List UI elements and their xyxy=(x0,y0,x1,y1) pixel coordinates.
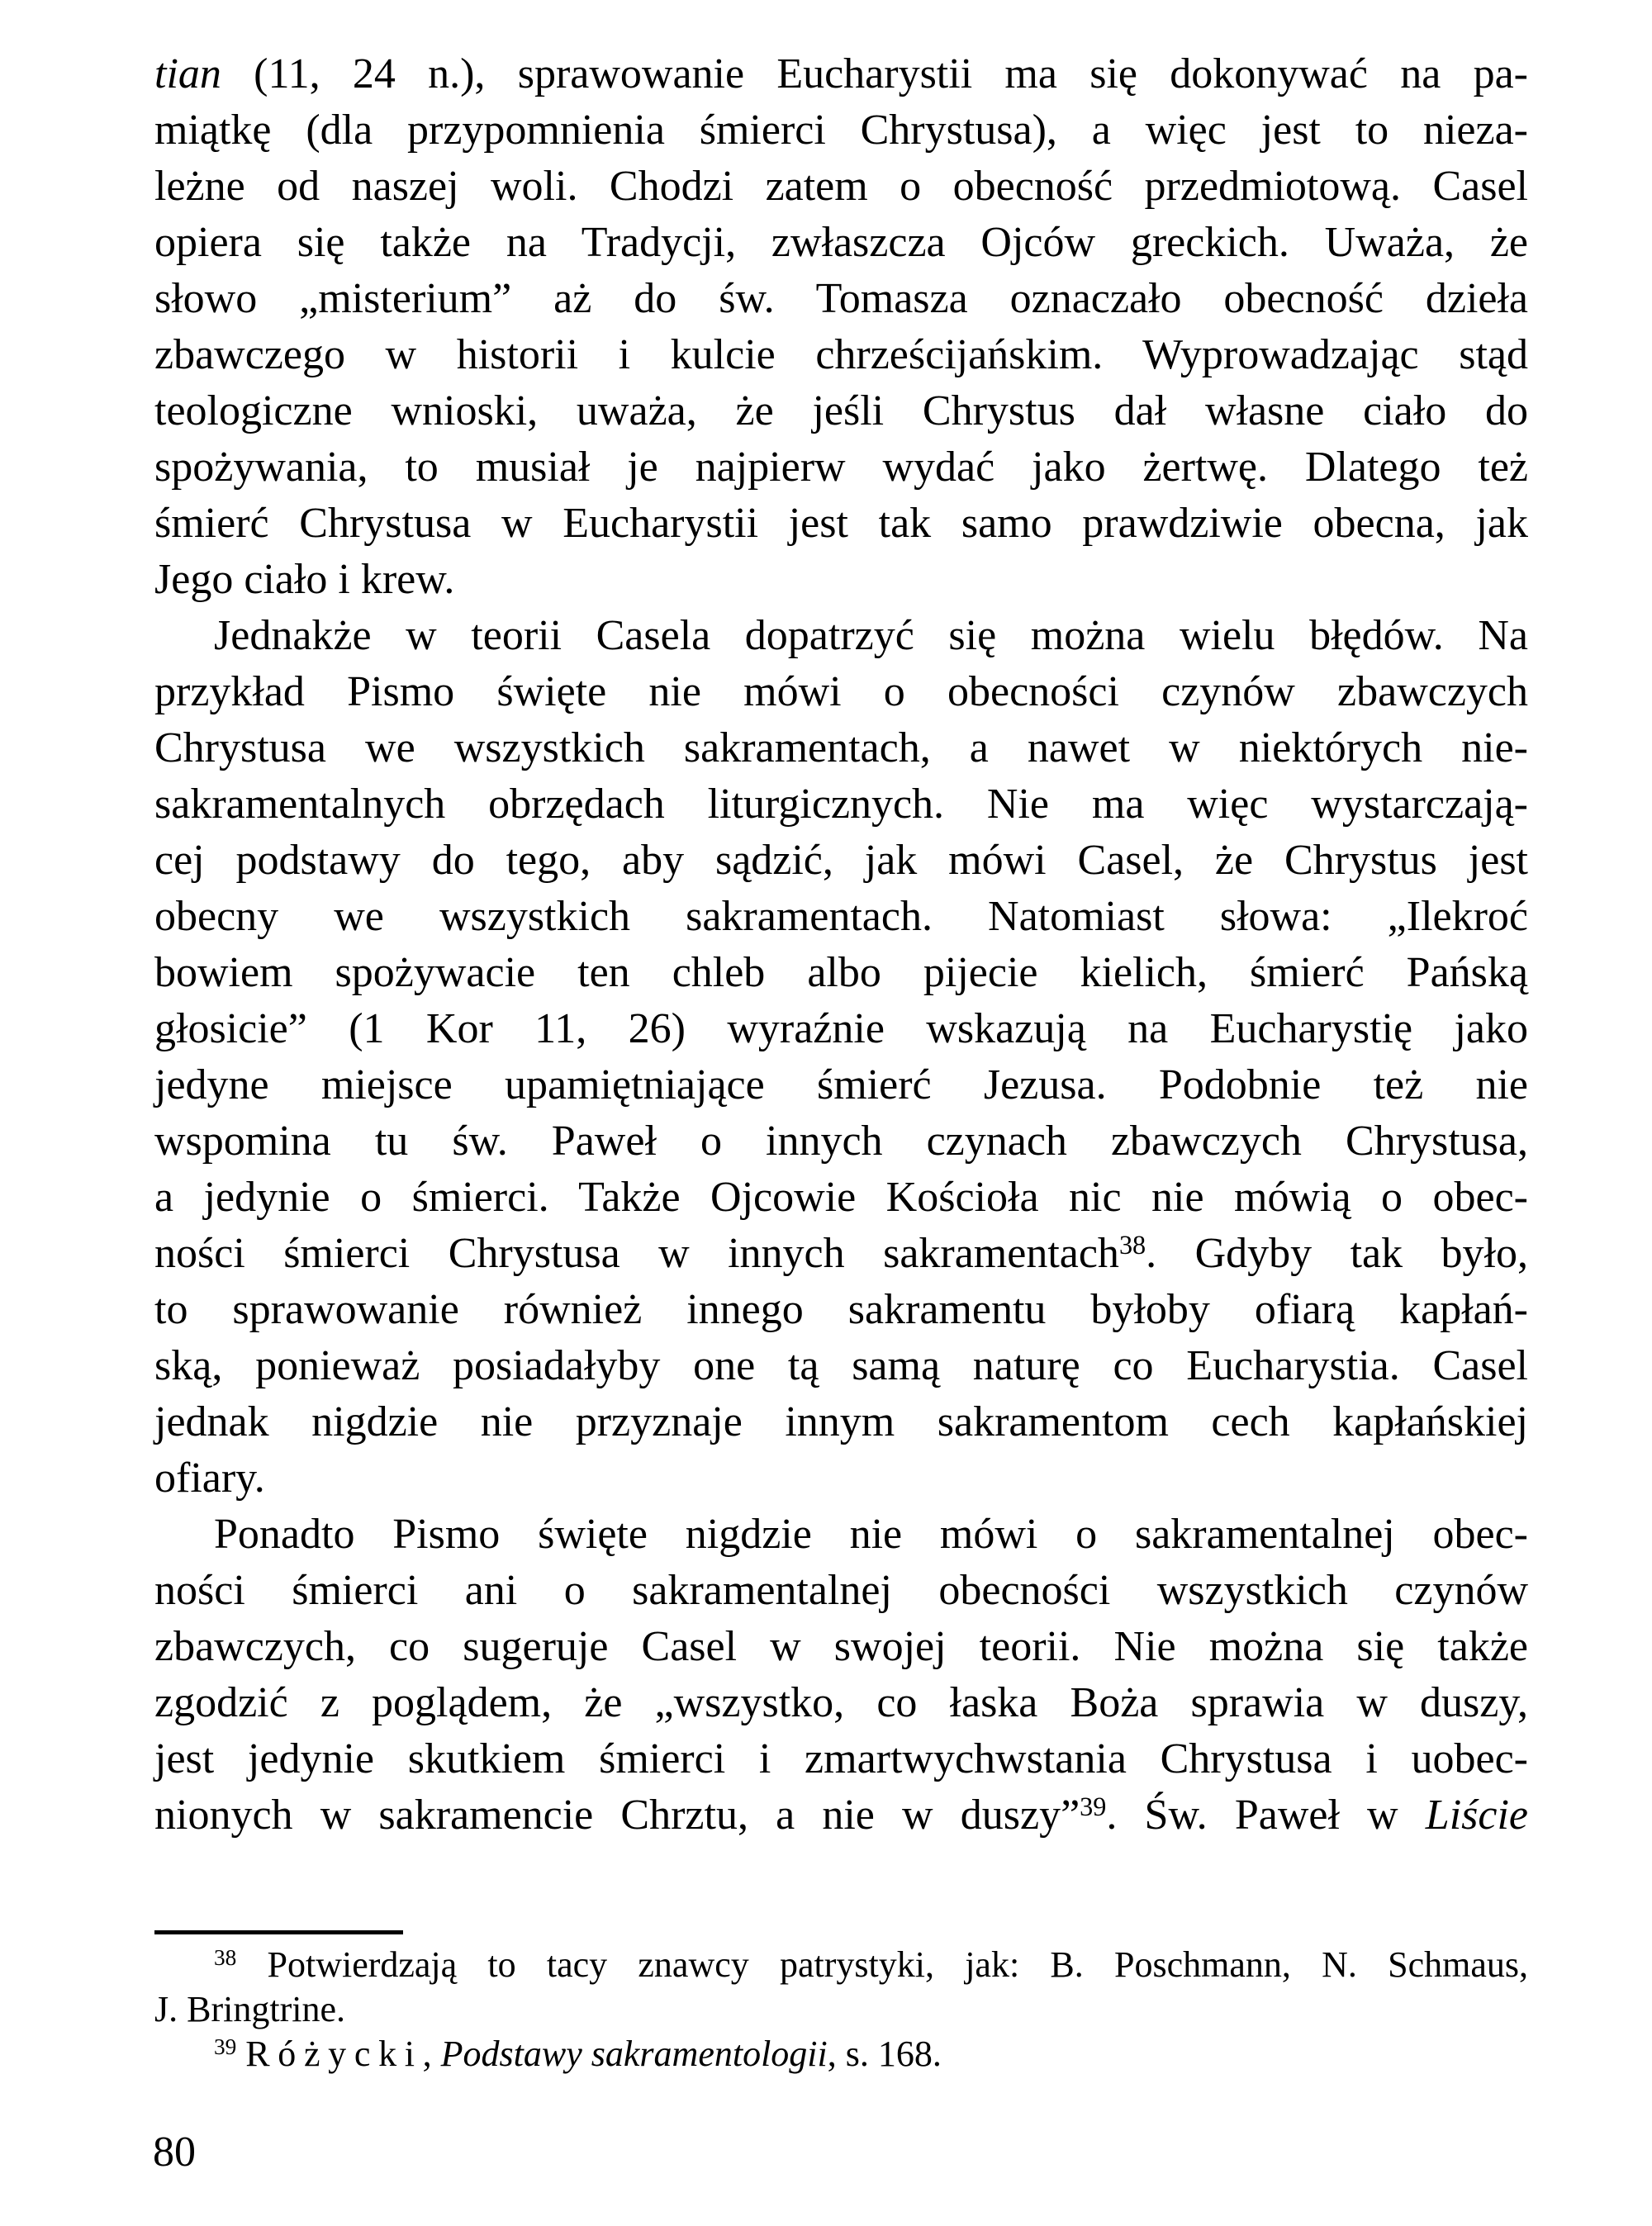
text-line xyxy=(154,159,1528,215)
text-segment: śmierć Chrystusa w Eucharystii jest tak samo prawdziwie obecna, jak xyxy=(154,500,1528,547)
text-line xyxy=(154,1338,1528,1394)
text-segment: słowo „misterium” aż do św. Tomasza oznaczało obecność dzieła xyxy=(154,275,1528,322)
text-segment: sakramentalnych obrzędach liturgicznych. Nie ma więc wystarczają- xyxy=(154,781,1528,828)
text-line xyxy=(154,776,1528,833)
text-line xyxy=(154,1563,1528,1619)
text-segment: przykład Pismo święte nie mówi o obecności czynów zbawczych xyxy=(154,668,1528,715)
text-line xyxy=(154,46,1528,102)
text-line xyxy=(154,1226,1528,1282)
text-segment: Ponadto Pismo święte nigdzie nie mówi o sakramentalnej obec- xyxy=(214,1511,1528,1558)
text-line xyxy=(154,1507,1528,1563)
text-line xyxy=(154,889,1528,945)
text-line xyxy=(154,1943,1528,1987)
text-segment: zbawczego w historii i kulcie chrześcijańskim. Wyprowadzając stąd xyxy=(154,331,1528,378)
text-line xyxy=(154,1394,1528,1450)
text-segment: a jedynie o śmierci. Także Ojcowie Kościoła nic nie mówią o obec- xyxy=(154,1174,1528,1221)
paragraph-1 xyxy=(154,46,1528,608)
text-line xyxy=(154,608,1528,664)
text-line xyxy=(154,1001,1528,1057)
text-segment: Jednakże w teorii Casela dopatrzyć się można wielu błędów. Na xyxy=(214,612,1528,659)
italic-text: tian xyxy=(154,50,221,97)
text-segment: głosicie” (1 Kor 11, 26) wyraźnie wskazują na Eucharystię jako xyxy=(154,1005,1528,1052)
text-line xyxy=(154,439,1528,496)
text-segment: , s. 168. xyxy=(827,2034,942,2074)
text-line xyxy=(154,1619,1528,1675)
text-line xyxy=(154,1987,1528,2032)
paragraph-3 xyxy=(154,1507,1528,1844)
text-line xyxy=(154,1113,1528,1170)
text-line xyxy=(154,496,1528,552)
text-segment: opiera się także na Tradycji, zwłaszcza Ojców greckich. Uważa, że xyxy=(154,219,1528,266)
text-segment: ofiary. xyxy=(154,1455,265,1502)
text-segment: to sprawowanie również innego sakramentu byłoby ofiarą kapłań- xyxy=(154,1286,1528,1333)
text-segment: jednak nigdzie nie przyznaje innym sakramentom cech kapłańskiej xyxy=(154,1398,1528,1445)
footnote-separator-rule xyxy=(154,1930,403,1934)
text-segment: Potwierdzają to tacy znawcy patrystyki, jak: B. Poschmann, N. Schmaus, xyxy=(236,1944,1528,1985)
text-segment: leżne od naszej woli. Chodzi zatem o obecność przedmiotową. Casel xyxy=(154,163,1528,210)
text-line xyxy=(154,552,1528,608)
footnote-38 xyxy=(154,1943,1528,2032)
text-segment: , xyxy=(422,2034,441,2074)
text-segment: Jego ciało i krew. xyxy=(154,556,455,603)
text-line xyxy=(154,1675,1528,1731)
body-text xyxy=(154,46,1528,1844)
text-line xyxy=(154,327,1528,383)
text-line xyxy=(154,215,1528,271)
text-segment: teologiczne wnioski, uważa, że jeśli Chrystus dał własne ciało do xyxy=(154,387,1528,434)
text-segment: ności śmierci ani o sakramentalnej obecności wszystkich czynów xyxy=(154,1567,1528,1614)
text-segment: jest jedynie skutkiem śmierci i zmartwychwstania Chrystusa i uobec- xyxy=(154,1735,1528,1782)
text-segment: ską, ponieważ posiadałyby one tą samą naturę co Eucharystia. Casel xyxy=(154,1342,1528,1389)
text-line xyxy=(154,1450,1528,1507)
text-segment: zbawczych, co sugeruje Casel w swojej teorii. Nie można się także xyxy=(154,1623,1528,1670)
text-segment: cej podstawy do tego, aby sądzić, jak mówi Casel, że Chrystus jest xyxy=(154,837,1528,884)
text-line xyxy=(154,1170,1528,1226)
footnotes-section xyxy=(154,1943,1528,2076)
text-line xyxy=(154,945,1528,1001)
text-line xyxy=(154,2032,1528,2076)
text-segment: . Gdyby tak było, xyxy=(1146,1230,1529,1277)
text-segment: (11, 24 n.), sprawowanie Eucharystii ma się dokonywać na pa- xyxy=(221,50,1528,97)
text-segment: Różycki xyxy=(245,2034,423,2074)
footnote-ref: 39 xyxy=(214,2034,237,2060)
text-segment: Chrystusa we wszystkich sakramentach, a nawet w niektórych nie- xyxy=(154,724,1528,771)
text-line xyxy=(154,1787,1528,1844)
text-segment: miątkę (dla przypomnienia śmierci Chrystusa), a więc jest to nieza- xyxy=(154,107,1528,154)
footnote-ref: 38 xyxy=(214,1945,237,1971)
text-segment: zgodzić z poglądem, że „wszystko, co łaska Boża sprawia w duszy, xyxy=(154,1679,1528,1726)
italic-text: Podstawy sakramentologii xyxy=(440,2034,828,2074)
text-segment xyxy=(236,2034,245,2074)
text-segment: ności śmierci Chrystusa w innych sakramentach xyxy=(154,1230,1119,1277)
text-segment: wspomina tu św. Paweł o innych czynach zbawczych Chrystusa, xyxy=(154,1118,1528,1165)
text-line xyxy=(154,1731,1528,1787)
text-line xyxy=(154,102,1528,159)
text-segment: spożywania, to musiał je najpierw wydać jako żertwę. Dlatego też xyxy=(154,444,1528,491)
text-segment: jedyne miejsce upamiętniające śmierć Jezusa. Podobnie też nie xyxy=(154,1061,1528,1108)
text-line xyxy=(154,664,1528,720)
text-segment: bowiem spożywacie ten chleb albo pijecie kielich, śmierć Pańską xyxy=(154,949,1528,996)
footnote-ref: 39 xyxy=(1080,1791,1107,1821)
footnote-ref: 38 xyxy=(1118,1229,1146,1260)
page-number: 80 xyxy=(153,2129,196,2176)
text-line xyxy=(154,1282,1528,1338)
text-line xyxy=(154,833,1528,889)
footnote-39 xyxy=(154,2032,1528,2076)
text-line xyxy=(154,271,1528,327)
text-line xyxy=(154,383,1528,439)
text-segment: obecny we wszystkich sakramentach. Natomiast słowa: „Ilekroć xyxy=(154,893,1528,940)
italic-text: Liście xyxy=(1425,1792,1528,1839)
text-segment: nionych w sakramencie Chrztu, a nie w duszy” xyxy=(154,1792,1080,1839)
text-segment: J. Bringtrine. xyxy=(154,1989,345,2029)
text-line xyxy=(154,1057,1528,1113)
paragraph-2 xyxy=(154,608,1528,1507)
text-segment: . Św. Paweł w xyxy=(1106,1792,1426,1839)
text-line xyxy=(154,720,1528,776)
